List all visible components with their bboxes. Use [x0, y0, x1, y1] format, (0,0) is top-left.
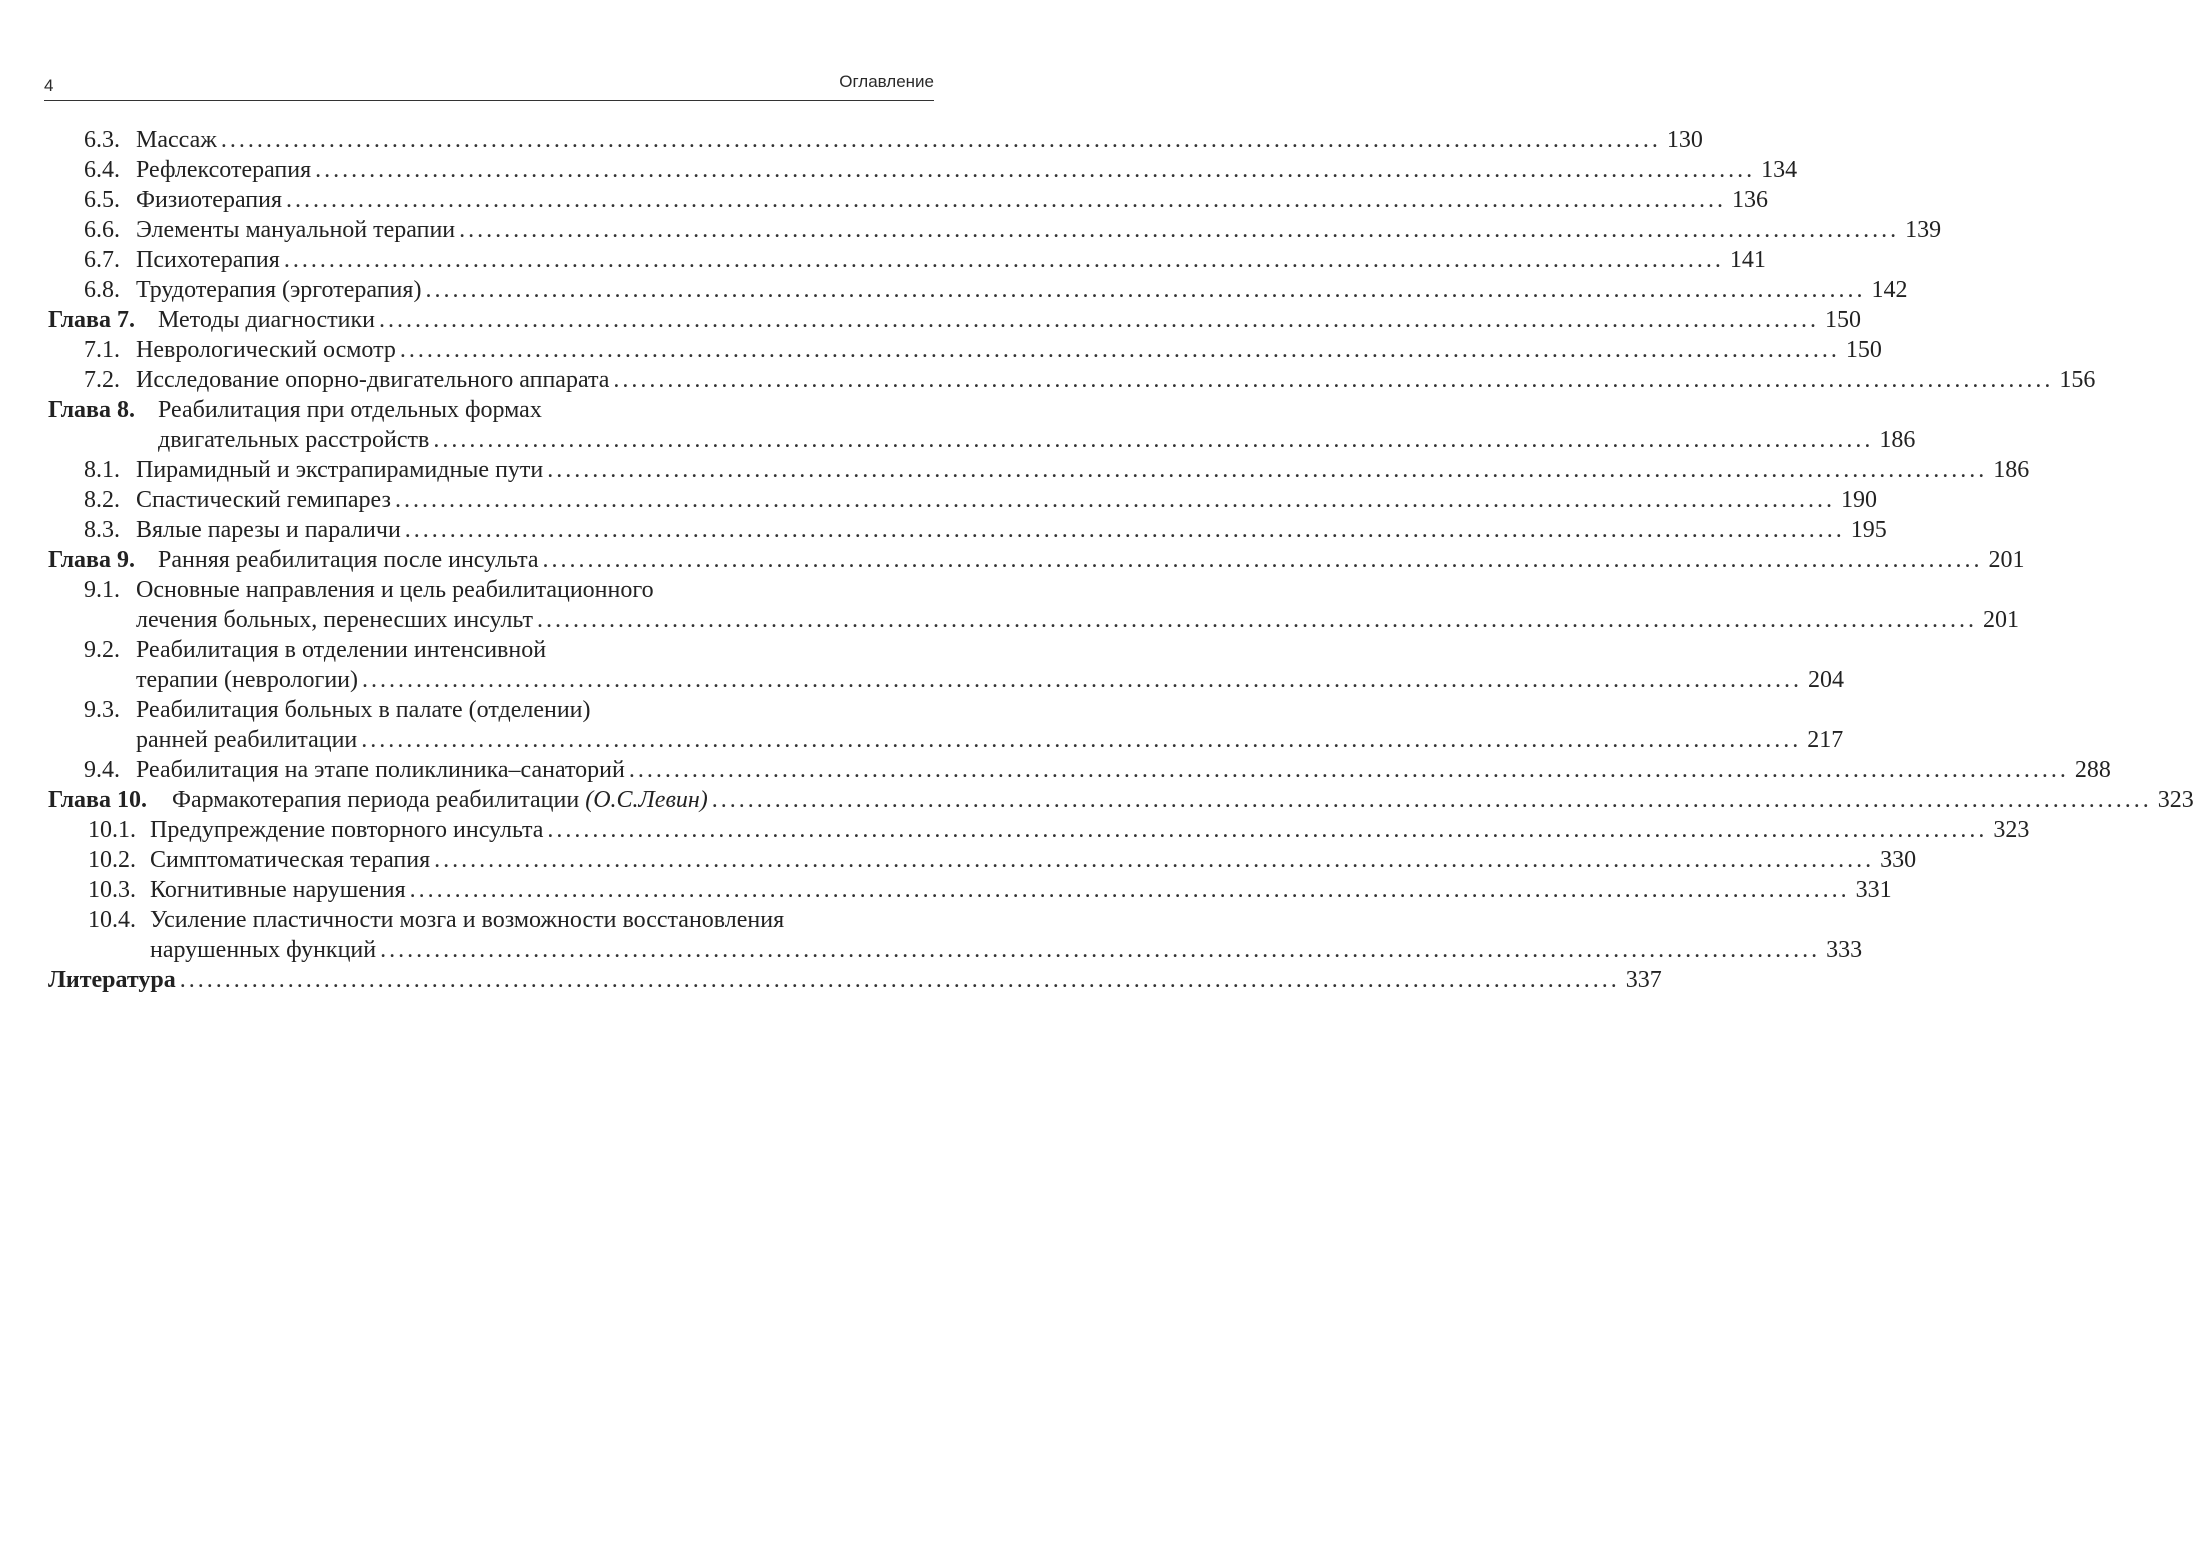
page-ref: 323: [2157, 787, 2194, 813]
toc-entry: [0, 365, 2096, 395]
leader-dots: ................................................................................................................................................................: [380, 937, 1821, 963]
running-title: Оглавление: [839, 72, 934, 91]
chapter-author: (О.С.Левин): [585, 787, 708, 813]
toc-entry: [0, 755, 2111, 785]
section-title: Психотерапия: [136, 247, 280, 273]
toc-chapter: [0, 785, 2194, 815]
toc-entry: [0, 245, 1766, 275]
section-title-line1: Реабилитация больных в палате (отделении): [136, 697, 591, 723]
leader-dots: ................................................................................................................................................................: [547, 817, 1988, 843]
leader-dots: ................................................................................................................................................................: [404, 517, 1845, 543]
section-number: 10.3.: [88, 877, 136, 903]
toc-chapter: [0, 545, 2025, 575]
section-number: 6.4.: [84, 157, 120, 183]
chapter-title: Методы диагностики: [158, 307, 375, 333]
leader-dots: ................................................................................................................................................................: [220, 127, 1661, 153]
section-number: 10.2.: [88, 847, 136, 873]
toc-entry: [0, 875, 1892, 905]
toc-entry: [0, 455, 2030, 485]
toc-entry: [0, 575, 1000, 605]
page-ref: 201: [1988, 547, 2025, 573]
section-title-line1: Усиление пластичности мозга и возможности восстановления: [150, 907, 785, 933]
header-rule: [44, 100, 934, 101]
leader-dots: ................................................................................................................................................................: [628, 757, 2069, 783]
page-ref: 142: [1871, 277, 1908, 303]
chapter-title-line2: двигательных расстройств: [158, 427, 430, 453]
leader-dots: ................................................................................................................................................................: [378, 307, 1819, 333]
toc-entry-cont: [0, 665, 1845, 695]
section-title-line1: Реабилитация в отделении интенсивной: [136, 637, 547, 663]
toc-entry: [0, 125, 1703, 155]
toc-entry: [0, 815, 2030, 845]
leader-dots: ................................................................................................................................................................: [425, 277, 1866, 303]
toc-entry: [0, 635, 1000, 665]
section-number: 9.2.: [84, 637, 120, 663]
toc-entry: [0, 215, 1942, 245]
toc-entry: [0, 695, 1000, 725]
page-number: 4: [44, 76, 54, 95]
chapter-title: Фармакотерапия периода реабилитации: [172, 787, 580, 813]
section-number: 8.1.: [84, 457, 120, 483]
section-number: 6.8.: [84, 277, 120, 303]
chapter-number: Глава 9.: [48, 547, 135, 573]
section-number: 6.3.: [84, 127, 120, 153]
page-ref: 204: [1808, 667, 1845, 693]
toc-entry: [0, 905, 1000, 935]
toc-entry-cont: [0, 725, 1844, 755]
page-ref: 195: [1850, 517, 1887, 543]
toc-entry: [0, 275, 1908, 305]
leader-dots: ................................................................................................................................................................: [315, 157, 1756, 183]
page-ref: 201: [1982, 607, 2019, 633]
section-number: 7.2.: [84, 367, 120, 393]
toc-chapter: [0, 395, 1000, 425]
section-title: Рефлексотерапия: [136, 157, 312, 183]
section-title: Реабилитация на этапе поликлиника–санаторий: [136, 757, 625, 783]
toc-entry-cont: [0, 935, 1863, 965]
chapter-number: Глава 8.: [48, 397, 135, 423]
section-title: Физиотерапия: [136, 187, 283, 213]
section-number: 9.3.: [84, 697, 120, 723]
section-number: 9.1.: [84, 577, 120, 603]
leader-dots: ................................................................................................................................................................: [362, 667, 1803, 693]
page-ref: 337: [1625, 967, 1662, 993]
page-ref: 141: [1729, 247, 1766, 273]
leader-dots: ................................................................................................................................................................: [434, 847, 1875, 873]
section-number: 8.2.: [84, 487, 120, 513]
page-ref: 333: [1826, 937, 1863, 963]
page-ref: 150: [1845, 337, 1882, 363]
section-number: 7.1.: [84, 337, 120, 363]
leader-dots: ................................................................................................................................................................: [711, 787, 2152, 813]
running-header: [44, 72, 934, 96]
leader-dots: ................................................................................................................................................................: [394, 487, 1835, 513]
leader-dots: ................................................................................................................................................................: [399, 337, 1840, 363]
leader-dots: ................................................................................................................................................................: [542, 547, 1983, 573]
bibliography-title: Литература: [48, 967, 176, 993]
leader-dots: ................................................................................................................................................................: [283, 247, 1724, 273]
section-title: Трудотерапия (эрготерапия): [136, 277, 422, 303]
toc-entry: [0, 155, 1798, 185]
leader-dots: ................................................................................................................................................................: [536, 607, 1977, 633]
section-number: 10.1.: [88, 817, 136, 843]
toc-chapter: [0, 965, 1662, 995]
page-ref: 217: [1807, 727, 1844, 753]
section-title: Неврологический осмотр: [136, 337, 396, 363]
leader-dots: ................................................................................................................................................................: [459, 217, 1900, 243]
section-title-line2: лечения больных, перенесших инсульт: [136, 607, 533, 633]
chapter-title: Ранняя реабилитация после инсульта: [158, 547, 539, 573]
chapter-number: Глава 7.: [48, 307, 135, 333]
chapter-title-line1: Реабилитация при отдельных формах: [158, 397, 542, 423]
section-title: Пирамидный и экстрапирамидные пути: [136, 457, 544, 483]
page-ref: 156: [2059, 367, 2096, 393]
page-ref: 186: [1879, 427, 1916, 453]
section-title-line1: Основные направления и цель реабилитационного: [136, 577, 654, 603]
page-ref: 190: [1840, 487, 1877, 513]
page-ref: 150: [1824, 307, 1861, 333]
section-number: 6.5.: [84, 187, 120, 213]
leader-dots: ................................................................................................................................................................: [409, 877, 1850, 903]
page-ref: 330: [1880, 847, 1917, 873]
toc-entry: [0, 485, 1877, 515]
section-number: 8.3.: [84, 517, 120, 543]
page-ref: 136: [1732, 187, 1769, 213]
toc-entry: [0, 515, 1887, 545]
section-number: 9.4.: [84, 757, 120, 783]
leader-dots: ................................................................................................................................................................: [286, 187, 1727, 213]
toc-entry: [0, 845, 1917, 875]
section-title: Исследование опорно-двигательного аппарата: [136, 367, 610, 393]
toc-entry: [0, 335, 1882, 365]
table-of-contents: [0, 125, 2194, 995]
page-ref: 288: [2074, 757, 2111, 783]
page-ref: 331: [1855, 877, 1892, 903]
leader-dots: ................................................................................................................................................................: [179, 967, 1620, 993]
section-title: Предупреждение повторного инсульта: [150, 817, 544, 843]
section-number: 6.6.: [84, 217, 120, 243]
section-title: Спастический гемипарез: [136, 487, 391, 513]
page-ref: 134: [1761, 157, 1798, 183]
page-ref: 139: [1905, 217, 1942, 243]
section-title: Симптоматическая терапия: [150, 847, 431, 873]
toc-chapter: [0, 305, 1861, 335]
section-title: Элементы мануальной терапии: [136, 217, 456, 243]
chapter-number: Глава 10.: [48, 787, 147, 813]
page-ref: 323: [1993, 817, 2030, 843]
section-title: Вялые парезы и параличи: [136, 517, 401, 543]
toc-entry-cont: [0, 605, 2019, 635]
page-ref: 130: [1666, 127, 1703, 153]
page-ref: 186: [1993, 457, 2030, 483]
section-number: 10.4.: [88, 907, 136, 933]
leader-dots: ................................................................................................................................................................: [613, 367, 2054, 393]
section-title: Массаж: [136, 127, 217, 153]
section-title-line2: терапии (неврологии): [136, 667, 359, 693]
section-title-line2: ранней реабилитации: [136, 727, 358, 753]
toc-entry: [0, 185, 1769, 215]
leader-dots: ................................................................................................................................................................: [547, 457, 1988, 483]
section-title-line2: нарушенных функций: [150, 937, 377, 963]
section-number: 6.7.: [84, 247, 120, 273]
leader-dots: ................................................................................................................................................................: [361, 727, 1802, 753]
toc-chapter-cont: [0, 425, 1916, 455]
leader-dots: ................................................................................................................................................................: [433, 427, 1874, 453]
section-title: Когнитивные нарушения: [150, 877, 406, 903]
